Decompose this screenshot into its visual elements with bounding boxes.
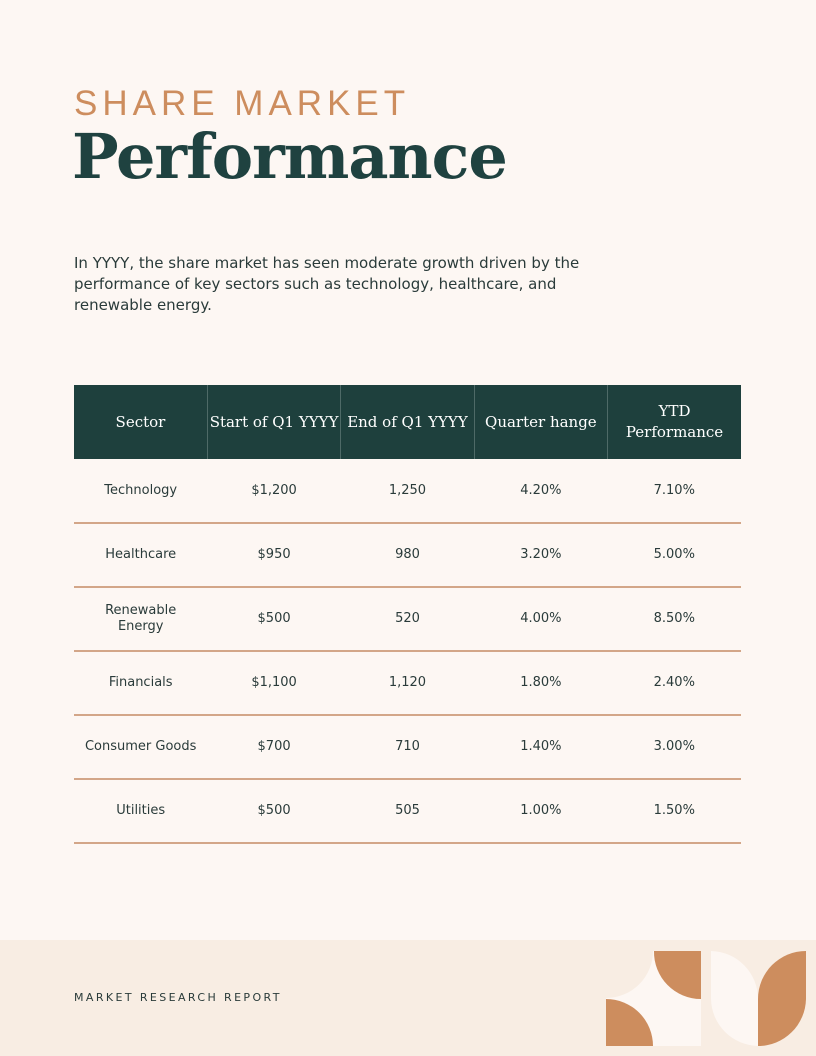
column-header: Start of Q1 YYYY — [207, 385, 340, 459]
sector-cell: Financials — [74, 651, 207, 715]
start-value-cell: $1,200 — [207, 459, 340, 523]
end-value-cell: 980 — [341, 523, 474, 587]
decorative-shapes-icon — [606, 951, 806, 1047]
sector-cell: Renewable Energy — [74, 587, 207, 651]
ytd-performance-cell: 2.40% — [608, 651, 741, 715]
table-header-row — [74, 385, 741, 459]
end-value-cell: 710 — [341, 715, 474, 779]
page-kicker: SHARE MARKET — [74, 84, 411, 123]
intro-paragraph: In YYYY, the share market has seen moderate growth driven by the performance of key sectors such as technology, healthcare, and renewable energy. — [74, 254, 580, 314]
table-row — [74, 715, 741, 779]
page-title: Performance — [72, 120, 507, 193]
table-row — [74, 459, 741, 523]
sector-cell: Technology — [74, 459, 207, 523]
ytd-performance-cell: 7.10% — [608, 459, 741, 523]
start-value-cell: $500 — [207, 587, 340, 651]
end-value-cell: 520 — [341, 587, 474, 651]
start-value-cell: $700 — [207, 715, 340, 779]
ytd-performance-cell: 1.50% — [608, 779, 741, 843]
end-value-cell: 1,250 — [341, 459, 474, 523]
table-row — [74, 651, 741, 715]
table-row — [74, 779, 741, 843]
column-header: End of Q1 YYYY — [341, 385, 474, 459]
quarter-change-cell: 1.40% — [474, 715, 607, 779]
end-value-cell: 1,120 — [341, 651, 474, 715]
ytd-performance-cell: 3.00% — [608, 715, 741, 779]
sector-performance-table — [74, 385, 741, 844]
quarter-change-cell: 1.00% — [474, 779, 607, 843]
sector-cell: Healthcare — [74, 523, 207, 587]
start-value-cell: $1,100 — [207, 651, 340, 715]
table-row — [74, 523, 741, 587]
ytd-performance-cell: 8.50% — [608, 587, 741, 651]
table-row — [74, 587, 741, 651]
column-header: Quarter hange — [474, 385, 607, 459]
quarter-change-cell: 4.20% — [474, 459, 607, 523]
quarter-change-cell: 1.80% — [474, 651, 607, 715]
footer-label: MARKET RESEARCH REPORT — [74, 991, 282, 1004]
sector-cell: Consumer Goods — [74, 715, 207, 779]
ytd-performance-cell: 5.00% — [608, 523, 741, 587]
start-value-cell: $500 — [207, 779, 340, 843]
start-value-cell: $950 — [207, 523, 340, 587]
sector-cell: Utilities — [74, 779, 207, 843]
quarter-change-cell: 3.20% — [474, 523, 607, 587]
column-header: Sector — [74, 385, 207, 459]
quarter-change-cell: 4.00% — [474, 587, 607, 651]
footer — [0, 940, 816, 1056]
column-header: YTD Performance — [608, 385, 741, 459]
end-value-cell: 505 — [341, 779, 474, 843]
